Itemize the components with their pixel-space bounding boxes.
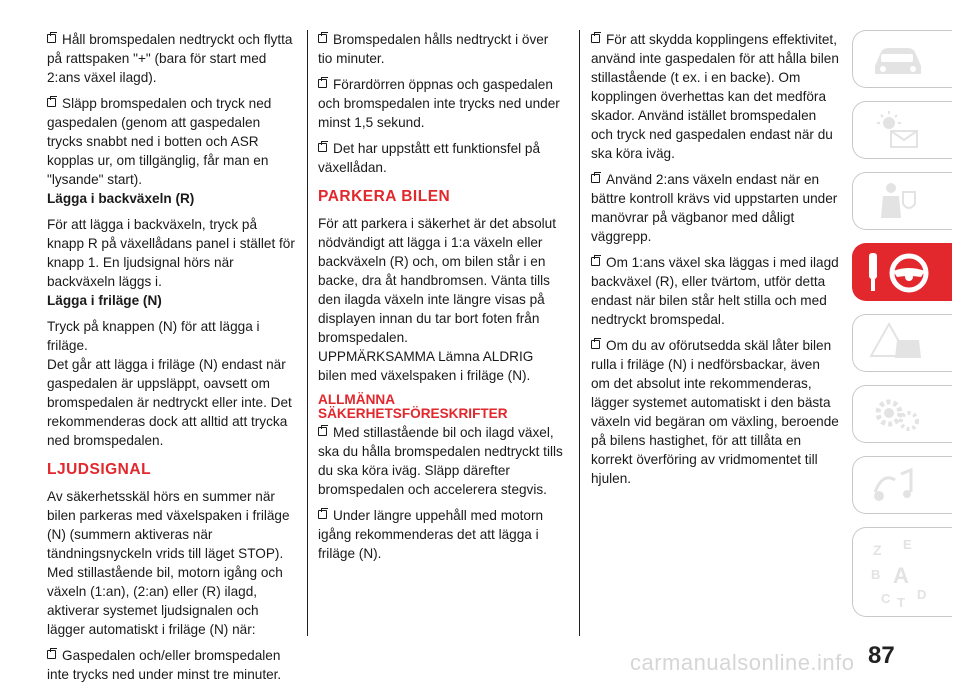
bullet-icon <box>47 650 56 659</box>
paragraph: Det går att lägga i friläge (N) endast när gaspedalen är uppsläppt, oavsett om bromspedalen är nedtryckt eller inte. Det rekommenderas dock att alltid att trycka ned bromspedalen. <box>47 357 292 448</box>
bullet-item: Håll bromspedalen nedtryckt och flytta på rattspaken "+" (bara för start med 2:ans växel ilagd). <box>47 32 293 85</box>
paragraph: Av säkerhetsskäl hörs en summer när bilen parkeras med växelspaken i friläge (N) (summern aktiveras när tändningsnyckeln vrids till läget STOP). Med stillastående bil, motorn igång och växeln (1:an), (2:an) eller (R) ilagd, aktiverar systemet ljudsignalen och lägger automatiskt i friläge (N) när: <box>47 489 290 637</box>
paragraph: För att parkera i säkerhet är det absolut nödvändigt att lägga i 1:a växeln eller backväxeln (R) och, om bilen står i en backe, dra åt handbromsen. Vänta tills den ilagda växeln inte längre visas på displayen innan du tar bort foten från bromspedalen. <box>318 216 557 345</box>
column-divider <box>307 30 308 636</box>
key-steering-wheel-icon <box>867 249 937 297</box>
maintenance-gears-icon <box>867 391 927 437</box>
svg-text:C: C <box>881 591 891 606</box>
bullet-icon <box>591 174 600 183</box>
watermark: carmanualsonline.info <box>630 650 855 675</box>
index-letters-icon <box>867 533 947 613</box>
bullet-icon <box>318 510 327 519</box>
chapter-tab-multimedia[interactable] <box>852 456 952 514</box>
page-number: 87 <box>868 642 895 669</box>
bullet-icon <box>318 34 327 43</box>
section-heading-parkera: PARKERA BILEN <box>318 188 451 205</box>
car-dashboard-icon <box>867 36 927 82</box>
chapter-tab-starting-driving[interactable] <box>852 243 952 301</box>
bullet-icon <box>47 98 56 107</box>
paragraph: För att lägga i backväxeln, tryck på knapp R på växellådans panel i stället för knapp 1. En ljudsignal hörs när backväxeln läggs i. <box>47 217 295 289</box>
bullet-icon <box>318 79 327 88</box>
subheading-neutral: Lägga i friläge (N) <box>47 293 162 308</box>
bullet-item: Om 1:ans växel ska läggas i med ilagd backväxel (R), eller tvärtom, utför detta endast när bilen står helt stilla och med nedtryckt bromspedal. <box>591 255 839 327</box>
text-column-2 <box>318 30 564 570</box>
bullet-icon <box>591 257 600 266</box>
section-heading-sakerhet: ALLMÄNNA SÄKERHETSFÖRESKRIFTER <box>318 392 508 421</box>
paragraph: Tryck på knappen (N) för att lägga i friläge. <box>47 319 260 353</box>
chapter-tab-safety[interactable] <box>852 172 952 230</box>
bullet-item: Bromspedalen hålls nedtryckt i över tio minuter. <box>318 32 549 66</box>
multimedia-icon <box>867 462 927 508</box>
paragraph: UPPMÄRKSAMMA Lämna ALDRIG bilen med växelspaken i friläge (N). <box>318 349 534 383</box>
bullet-item: Använd 2:ans växeln endast när en bättre kontroll krävs vid uppstarten under manövrar på vägbanor med dåligt väggrepp. <box>591 172 838 244</box>
chapter-tab-index[interactable] <box>852 527 952 617</box>
bullet-item: Förardörren öppnas och gaspedalen och bromspedalen inte trycks ned under minst 1,5 sekund. <box>318 77 560 130</box>
chapter-tab-maintenance[interactable] <box>852 385 952 443</box>
warning-triangle-icon <box>867 320 927 366</box>
bullet-item: Det har uppstått ett funktionsfel på växellådan. <box>318 141 541 175</box>
column-divider <box>579 30 580 636</box>
svg-text:A: A <box>893 563 909 588</box>
bullet-icon <box>318 427 327 436</box>
bullet-item: Gaspedalen och/eller bromspedalen inte trycks ned under minst tre minuter. <box>47 648 282 682</box>
subheading-reverse: Lägga i backväxeln (R) <box>47 191 195 206</box>
warning-lights-icon <box>867 107 927 153</box>
text-column-1 <box>47 30 295 691</box>
svg-text:B: B <box>871 567 881 582</box>
bullet-icon <box>318 143 327 152</box>
svg-text:E: E <box>903 537 912 552</box>
bullet-icon <box>47 34 56 43</box>
chapter-tab-dashboard[interactable] <box>852 30 952 88</box>
svg-text:D: D <box>917 587 927 602</box>
chapter-tab-warning-lights[interactable] <box>852 101 952 159</box>
bullet-item: Med stillastående bil och ilagd växel, ska du hålla bromspedalen nedtryckt tills du ska köra iväg. Släpp därefter bromspedalen och accelerera stegvis. <box>318 425 563 497</box>
text-column-3 <box>591 30 841 495</box>
seatbelt-safety-icon <box>867 178 927 224</box>
bullet-item: Om du av oförutsedda skäl låter bilen rulla i friläge (N) i nedförsbackar, även om det absolut inte rekommenderas, lägger systemet automatiskt i den bästa växeln vid begäran om växling, beroende på bilens hastighet, för att tillåta en korrekt överföring av vridmomentet till hjulen. <box>591 338 839 486</box>
bullet-item: För att skydda kopplingens effektivitet, använd inte gaspedalen för att hålla bilen stillastående (t ex. i en backe). Om kopplingen överhettas kan det medföra skador. Använd istället bromspedalen och tryck ned gaspedalen endast när du ska köra iväg. <box>591 32 839 161</box>
bullet-icon <box>591 340 600 349</box>
bullet-icon <box>591 34 600 43</box>
chapter-tab-emergency[interactable] <box>852 314 952 372</box>
svg-text:T: T <box>897 595 905 610</box>
bullet-item: Under längre uppehåll med motorn igång rekommenderas det att lägga i friläge (N). <box>318 508 544 561</box>
bullet-item: Släpp bromspedalen och tryck ned gaspedalen (genom att gaspedalen trycks snabbt ned i botten och ASR kopplas ur, om tillgänglig, får man en "lysande" start). <box>47 96 272 187</box>
svg-text:Z: Z <box>873 542 882 558</box>
section-heading-ljudsignal: LJUDSIGNAL <box>47 461 152 478</box>
